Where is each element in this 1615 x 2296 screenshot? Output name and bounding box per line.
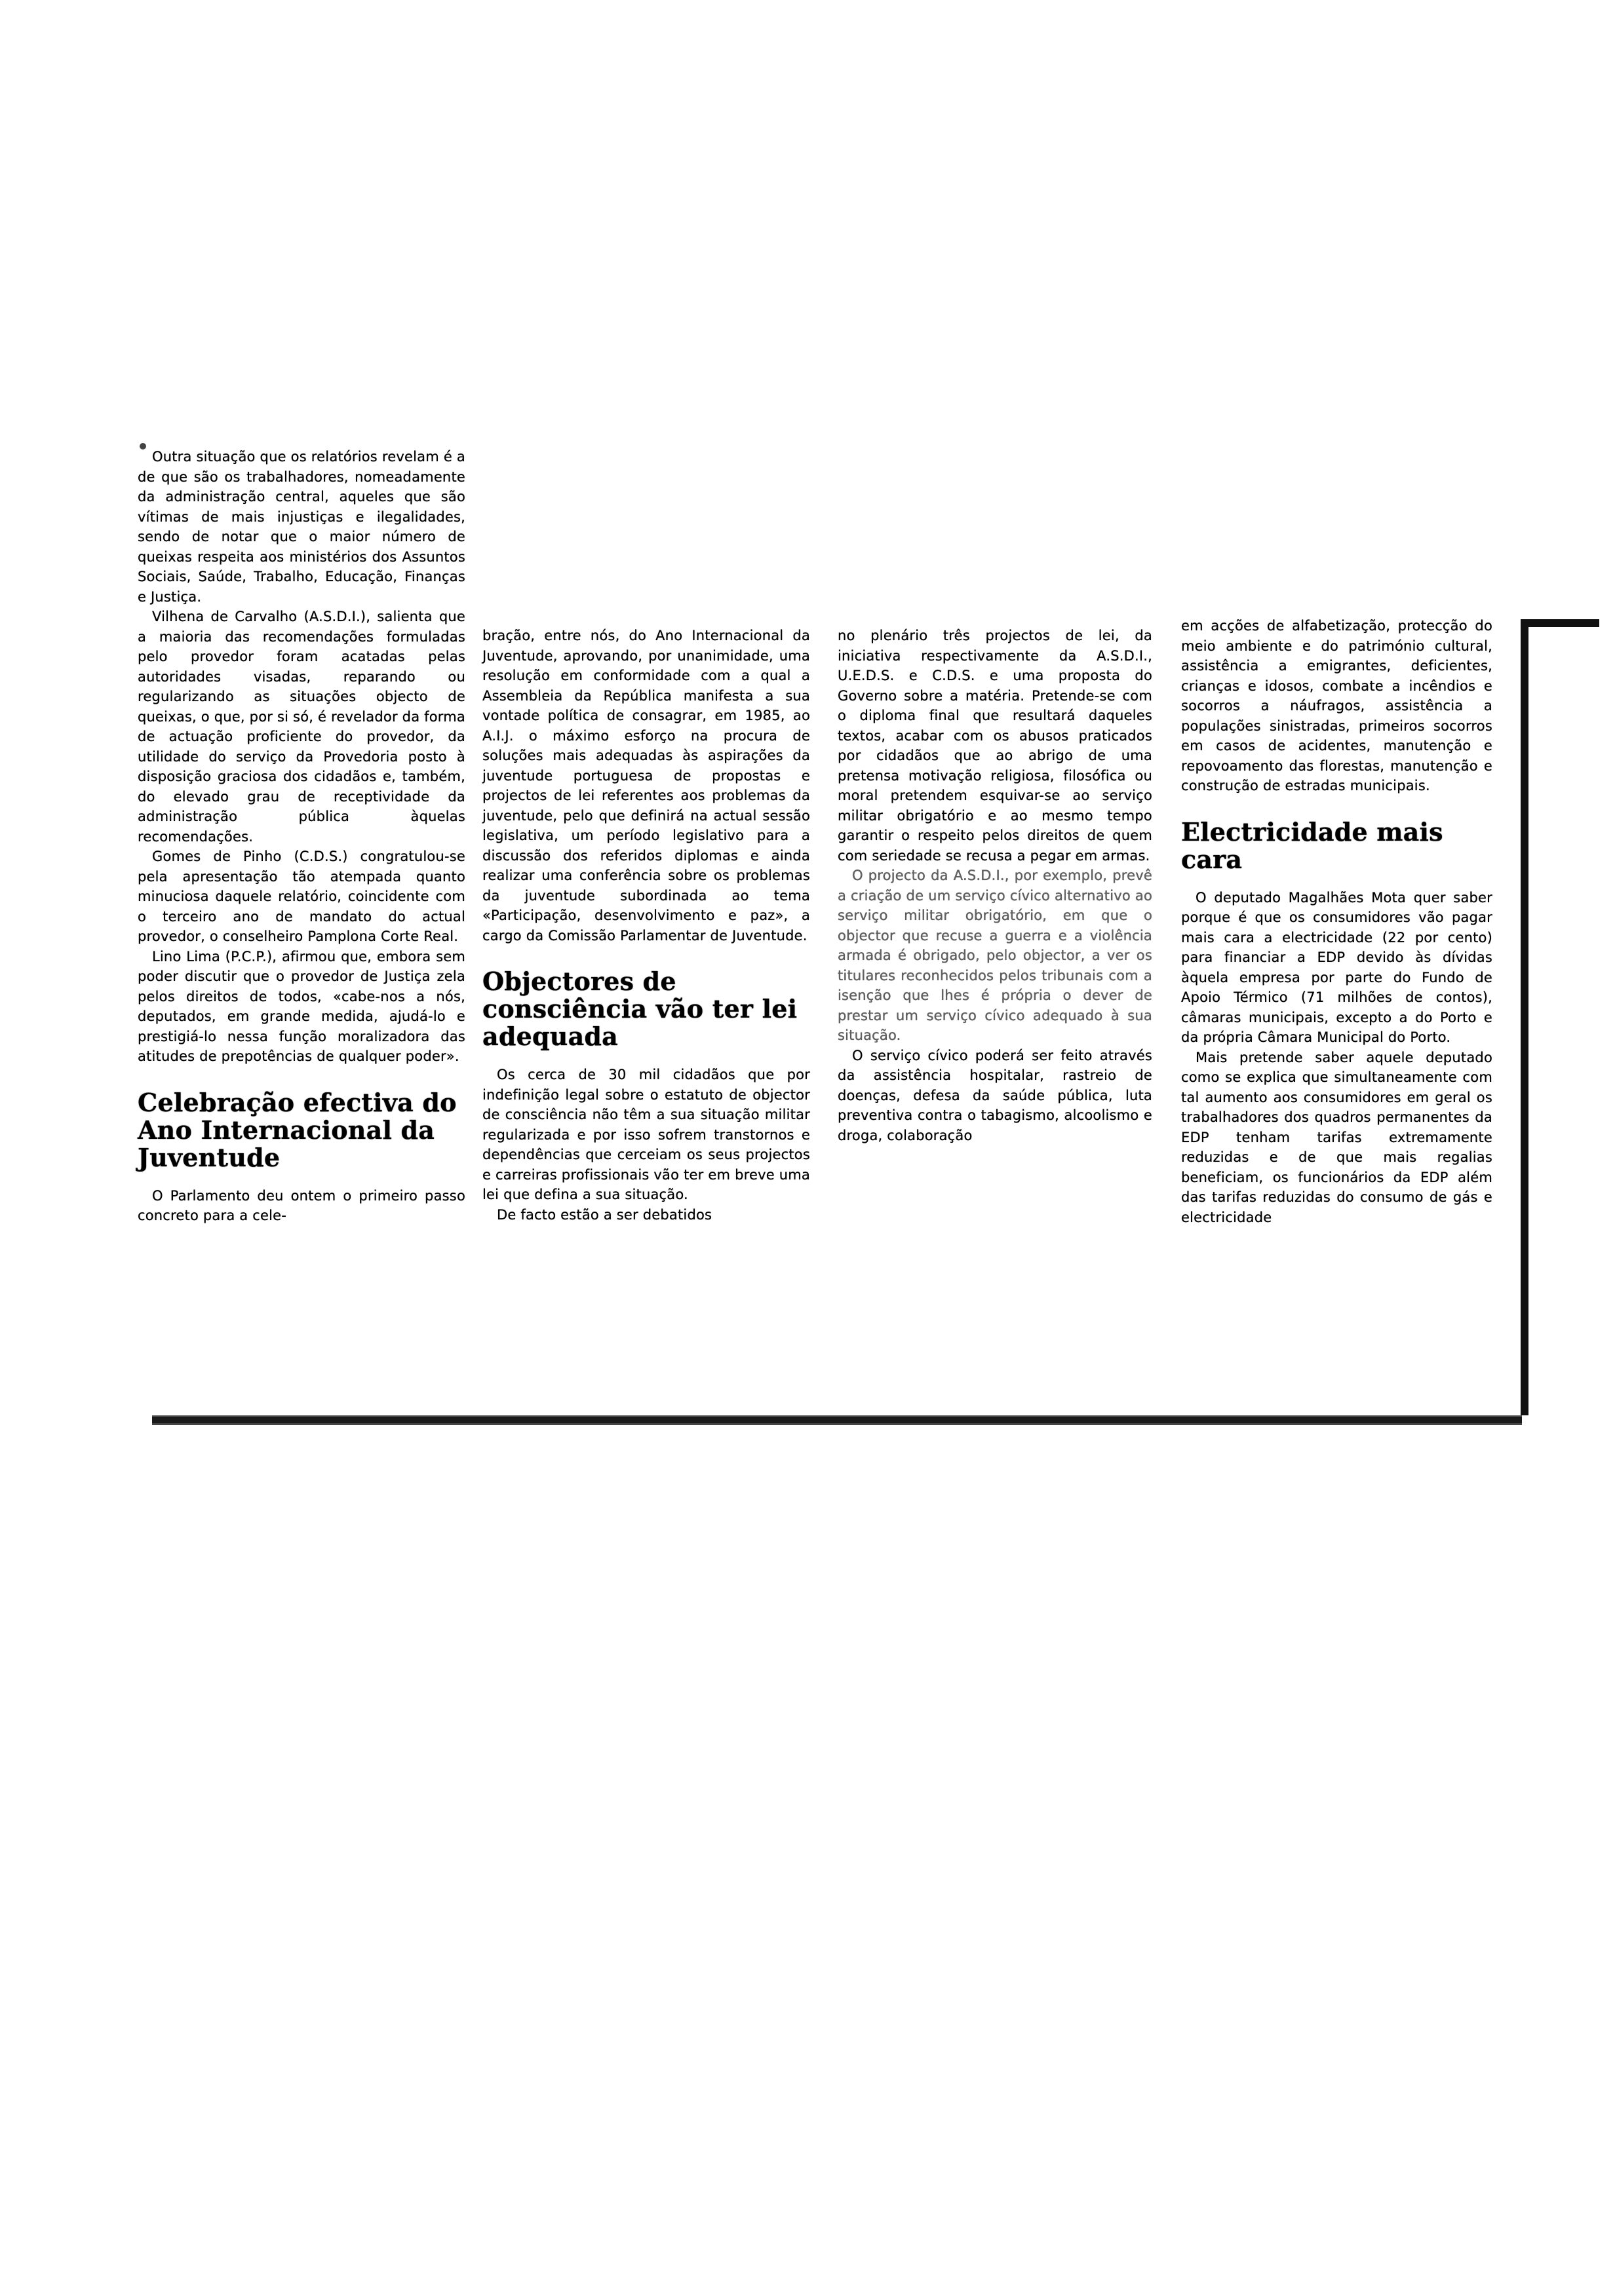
column-2-paragraph: Os cerca de 30 mil cidadãos que por indefinição legal sobre o estatuto de objector de consciência não têm a sua situação militar regularizada e por isso sofrem transtornos e dependências que cerceiam os seus projectos e carreiras profissionais vão ter em breve uma lei que defina a sua situação.	[482, 1067, 810, 1202]
column-1-paragraph: Outra situação que os relatórios revelam é a de que são os trabalhadores, nomeadamente da administração central, aqueles que são vítimas de mais injustiças e ilegalidades, sendo de notar que o maior número de queixas respeita aos ministérios dos Assuntos Sociais, Saúde, Trabalho, Educação, Finanças e Justiça.	[138, 449, 465, 605]
column-4-paragraph: Mais pretende saber aquele deputado como se explica que simultaneamente com tal aumento aos consumidores em geral os trabalhadores dos quadros permanentes da EDP tenham tarifas extremamente reduzidas e de que mais regalias beneficiam, os funcionários da EDP além das tarifas reduzidas do consumo de gás e electricidade	[1181, 1049, 1492, 1225]
column-4-paragraph: O deputado Magalhães Mota quer saber porque é que os consumidores vão pagar mais cara a electricidade (22 por cento) para financiar a EDP devido às dívidas àquela empresa por parte do Fundo de Apoio Térmico (71 milhões de contos), câmaras municipais, excepto a do Porto e da própria Câmara Municipal do Porto.	[1181, 889, 1492, 1045]
column-1-paragraph: O Parlamento deu ontem o primeiro passo concreto para a cele-	[138, 1187, 465, 1223]
bracket-side-rule	[1521, 619, 1528, 1415]
column-1-paragraph: Lino Lima (P.C.P.), afirmou que, embora sem poder discutir que o provedor de Justiça zela pelos direitos de todos, «cabe-nos a nós, deputados, em grande medida, ajudá-lo e prestigiá-lo nessa função moralizadora das atitudes de prepotências de qualquer poder».	[138, 948, 465, 1064]
column-1-headline: Celebração efectiva do Ano Internacional da Juventude	[138, 1087, 457, 1172]
column-1-paragraph: Gomes de Pinho (C.D.S.) congratulou-se pela apresentação tão atempada quanto minuciosa daquele relatório, coincidente com o terceiro ano de mandato do actual provedor, o conselheiro Pamplona Corte Real.	[138, 849, 465, 944]
bottom-column-rule	[152, 1415, 1522, 1425]
column-3-paragraph: no plenário três projectos de lei, da iniciativa respectivamente da A.S.D.I., U.E.D.S. e C.D.S. e uma proposta do Governo sobre a matéria. Pretende-se com o diploma final que resultará daqueles textos, acabar com os abusos praticados por cidadãos que ao abrigo de uma pretensa motivação religiosa, filosófica ou moral pretendem esquivar-se ao serviço militar obrigatório e ao mesmo tempo garantir o respeito pelos direitos de quem com seriedade se recusa a pegar em armas.	[838, 628, 1152, 864]
column-1	[138, 447, 465, 1226]
clipping-edge-bracket	[1521, 619, 1599, 1415]
column-1-paragraph: Vilhena de Carvalho (A.S.D.I.), salienta que a maioria das recomendações formuladas pelo provedor foram acatadas pelas autoridades visadas, reparando ou regularizando as situações objecto de queixas, o que, por si só, é revelador da forma de actuação proficiente do provedor, da utilidade do serviço da Provedoria posto à disposição graciosa dos cidadãos e, também, do elevado grau de receptividade da administração pública àquelas recomendações.	[138, 609, 465, 845]
column-2-paragraph: De facto estão a ser debatidos	[497, 1206, 712, 1223]
column-2	[482, 626, 810, 1225]
bracket-top-rule	[1521, 619, 1599, 627]
column-4	[1181, 616, 1492, 1227]
column-2-paragraph: bração, entre nós, do Ano Internacional da Juventude, aprovando, por unanimidade, uma resolução em conformidade com a qual a Assembleia da República manifesta a sua vontade política de consagrar, em 1985, ao A.I.J. o máximo esforço na procura de soluções mais adequadas às aspirações da juventude portuguesa de propostas e projectos de lei referentes aos problemas da juventude, pelo que definirá na actual sessão legislativa, um período legislativo para a discussão dos referidos diplomas e ainda realizar uma conferência sobre os problemas da juventude subordinada ao tema «Participação, desenvolvimento e paz», a cargo da Comissão Parlamentar de Juventude.	[482, 628, 810, 944]
column-3	[838, 626, 1152, 1145]
column-3-paragraph: O serviço cívico poderá ser feito através da assistência hospitalar, rastreio de doenças, defesa da saúde pública, luta preventiva contra o tabagismo, alcoolismo e droga, colaboração	[838, 1047, 1152, 1143]
column-3-paragraph: O projecto da A.S.D.I., por exemplo, prevê a criação de um serviço cívico alternativo ao serviço militar obrigatório, em que o objector que recuse a guerra e a violência armada é obrigado, pelo objector, a ver os titulares reconhecidos pelos tribunais com a isenção que lhes é própria o dever de prestar um serviço cívico adequado à sua situação.	[838, 868, 1152, 1043]
column-4-headline: Electricidade mais cara	[1181, 816, 1443, 874]
column-2-headline: Objectores de consciência vão ter lei adequada	[482, 966, 798, 1051]
column-4-paragraph: em acções de alfabetização, protecção do meio ambiente e do património cultural, assistência a emigrantes, deficientes, crianças e idosos, combate a incêndios e socorros a náufragos, assistência a populações sinistradas, primeiros socorros em casos de acidentes, manutenção e repovoamento das florestas, manutenção e construção de estradas municipais.	[1181, 618, 1492, 794]
